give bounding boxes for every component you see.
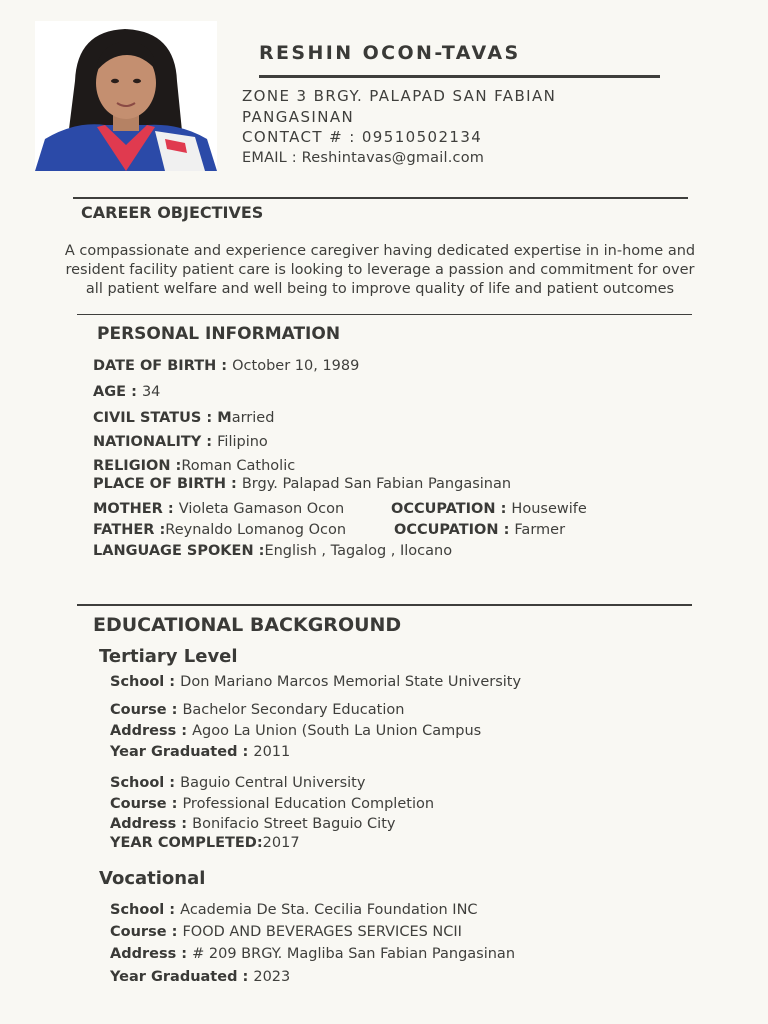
tertiary-1-school-row (110, 674, 521, 690)
address-label: Address : (110, 723, 193, 739)
language-value: English , Tagalog , Ilocano (264, 543, 453, 559)
nationality-value: Filipino (217, 434, 268, 450)
vocational-course-row (110, 924, 462, 940)
email-address: EMAIL : Reshintavas@gmail.com (242, 150, 485, 166)
year-completed-label: YEAR COMPLETED: (110, 835, 263, 851)
age-row (93, 384, 160, 400)
name-underline (259, 75, 660, 78)
father-occupation-value: Farmer (514, 522, 566, 538)
personal-information-title: PERSONAL INFORMATION (97, 324, 341, 344)
date-of-birth-value: October 10, 1989 (232, 358, 360, 374)
course-value: Bachelor Secondary Education (182, 702, 405, 718)
mother-occupation-value: Housewife (511, 501, 587, 517)
educational-background-title: EDUCATIONAL BACKGROUND (93, 614, 402, 636)
mother-value: Violeta Gamason Ocon (178, 501, 345, 517)
father-label: FATHER : (93, 522, 166, 538)
address-value: Bonifacio Street Baguio City (192, 816, 396, 832)
course-label: Course : (110, 796, 183, 812)
vocational-title: Vocational (99, 868, 206, 889)
tertiary-2-year-row (110, 835, 300, 851)
place-of-birth-row (93, 476, 511, 492)
profile-photo-figure (35, 21, 217, 171)
address-label: Address : (110, 816, 193, 832)
mother-occupation-label: OCCUPATION : (391, 501, 512, 517)
profile-photo (35, 21, 217, 171)
divider-personal (77, 314, 692, 315)
career-objectives-title: CAREER OBJECTIVES (81, 203, 264, 222)
vocational-address-row (110, 946, 515, 962)
address-line-1: ZONE 3 BRGY. PALAPAD SAN FABIAN (242, 87, 557, 105)
address-label: Address : (110, 946, 193, 962)
course-value: Professional Education Completion (182, 796, 435, 812)
school-value: Academia De Sta. Cecilia Foundation INC (180, 902, 478, 918)
tertiary-1-course-row (110, 702, 404, 718)
father-row (93, 522, 346, 538)
language-label: LANGUAGE SPOKEN : (93, 543, 265, 559)
father-occupation-row (394, 522, 565, 538)
date-of-birth-row (93, 358, 359, 374)
tertiary-level-title: Tertiary Level (99, 646, 238, 667)
divider-career (73, 197, 688, 199)
contact-number: CONTACT # : 09510502134 (242, 128, 483, 146)
vocational-year-row (110, 969, 290, 985)
school-value: Don Mariano Marcos Memorial State University (180, 674, 522, 690)
tertiary-1-year-row (110, 744, 290, 760)
mother-occupation-row (391, 501, 587, 517)
civil-status-label: CIVIL STATUS : M (93, 410, 232, 426)
civil-status-value: arried (231, 410, 275, 426)
divider-education (77, 604, 692, 606)
age-value: 34 (141, 384, 161, 400)
year-graduated-label: Year Graduated : (110, 744, 254, 760)
civil-status-row (93, 410, 274, 426)
school-value: Baguio Central University (180, 775, 366, 791)
vocational-school-row (110, 902, 478, 918)
father-occupation-label: OCCUPATION : (394, 522, 515, 538)
year-completed-value: 2017 (262, 835, 300, 851)
place-of-birth-label: PLACE OF BIRTH : (93, 476, 242, 492)
year-graduated-value: 2023 (253, 969, 291, 985)
language-row (93, 543, 452, 559)
nationality-label: NATIONALITY : (93, 434, 218, 450)
tertiary-2-school-row (110, 775, 365, 791)
tertiary-2-course-row (110, 796, 434, 812)
age-label: AGE : (93, 384, 142, 400)
school-label: School : (110, 902, 181, 918)
mother-row (93, 501, 344, 517)
course-value: FOOD AND BEVERAGES SERVICES NCII (182, 924, 462, 940)
school-label: School : (110, 674, 181, 690)
year-graduated-label: Year Graduated : (110, 969, 254, 985)
candidate-name: RESHIN OCON-TAVAS (259, 42, 521, 64)
career-objectives-text: A compassionate and experience caregiver having dedicated expertise in in-home and resident facility patient care is looking to leverage a passion and commitment for over all patient welfare and well being to improve quality of life and patient outcomes (64, 243, 696, 297)
school-label: School : (110, 775, 181, 791)
nationality-row (93, 434, 268, 450)
address-value: # 209 BRGY. Magliba San Fabian Pangasinan (192, 946, 516, 962)
course-label: Course : (110, 924, 183, 940)
year-graduated-value: 2011 (253, 744, 291, 760)
date-of-birth-label: DATE OF BIRTH : (93, 358, 233, 374)
father-value: Reynaldo Lomanog Ocon (165, 522, 347, 538)
mother-label: MOTHER : (93, 501, 179, 517)
course-label: Course : (110, 702, 183, 718)
address-value: Agoo La Union (South La Union Campus (192, 723, 482, 739)
tertiary-2-address-row (110, 816, 395, 832)
address-line-2: PANGASINAN (242, 108, 355, 126)
religion-row (93, 458, 295, 474)
religion-label: RELIGION : (93, 458, 182, 474)
religion-value: Roman Catholic (181, 458, 296, 474)
tertiary-1-address-row (110, 723, 481, 739)
place-of-birth-value: Brgy. Palapad San Fabian Pangasinan (241, 476, 512, 492)
